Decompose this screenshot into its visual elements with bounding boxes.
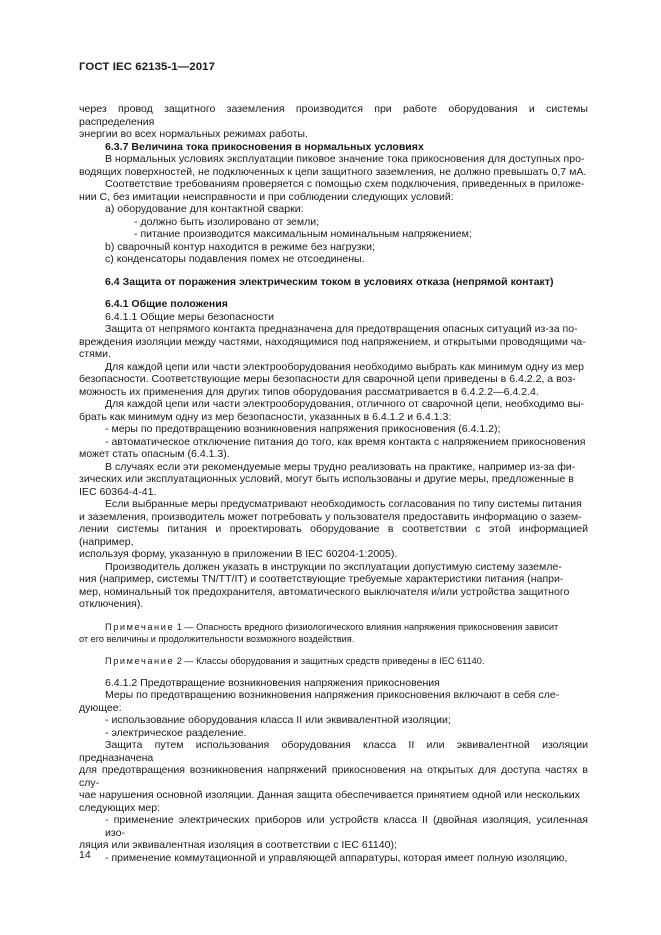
paragraph-line: Защита путем использования оборудования класса II или эквивалентной изоляции предназначена	[79, 739, 588, 764]
paragraph-line: ния (например, системы TN/TT/IT) и соответствующие требуемые характеристики питания (напри-	[79, 573, 564, 585]
paragraph-line: стями.	[79, 348, 111, 360]
paragraph-line: Защита от непрямого контакта предназначена для предотвращения опасных ситуаций из-за по-	[105, 323, 578, 335]
section-heading-6-3-7: 6.3.7 Величина тока прикосновения в нормальных условиях	[105, 140, 424, 153]
spacer	[79, 645, 588, 655]
paragraph-line: В случаях если эти рекомендуемые меры трудно реализовать на практике, например из-за фи-	[105, 460, 576, 473]
paragraph-line: нии C, без имитации неисправности и при соблюдении следующих условий:	[79, 190, 454, 203]
paragraph-line: используя форму, указанную в приложении B IEC 60204-1:2005).	[79, 548, 398, 560]
paragraph-line: ляция или эквивалентная изоляция в соответствии с IEC 61140);	[79, 839, 397, 851]
section-heading-6-4-1-1: 6.4.1.1 Общие меры безопасности	[105, 310, 274, 323]
paragraph-line: чае нарушения основной изоляции. Данная защита обеспечивается принятием одной или нескольких	[79, 789, 580, 801]
page-number: 14	[79, 849, 91, 861]
paragraph-line: мер, номинальный ток предохранителя, автоматического выключателя и/или устройства защитного	[79, 585, 570, 598]
section-heading-6-4: 6.4 Защита от поражения электрическим током в условиях отказа (непрямой контакт)	[105, 275, 554, 288]
paragraph-line: следующих мер:	[79, 801, 161, 814]
spacer	[79, 611, 588, 621]
paragraph-line: безопасности. Соответствующие меры безопасности для сварочной цепи приведены в 6.4.2.2, а воз-	[79, 373, 576, 385]
spacer	[79, 266, 588, 276]
note-label: Примечание	[105, 655, 175, 666]
section-heading-6-4-1: 6.4.1 Общие положения	[105, 298, 228, 310]
paragraph-line: отключения).	[79, 598, 144, 610]
list-item-a: a) оборудование для контактной сварки:	[105, 203, 304, 215]
paragraph-line: Для каждой цепи или части электрооборудования необходимо выбрать как минимум одну из мер	[105, 360, 585, 373]
note-text: 2 — Классы оборудования и защитных средств приведены в IEC 61140.	[174, 655, 485, 666]
list-item-b: b) сварочный контур находится в режиме без нагрузки;	[105, 240, 375, 253]
dash-item: - электрическое разделение.	[105, 726, 247, 739]
note-1	[79, 621, 588, 633]
paragraph-line: может стать опасным (6.4.1.3).	[79, 448, 230, 460]
document-header: ГОСТ IEC 62135-1—2017	[79, 61, 216, 73]
paragraph-line: брать как минимум одну из мер безопасности, указанных в 6.4.1.2 и 6.4.1.3:	[79, 410, 452, 423]
paragraph-line: Для каждой цепи или части электрооборудования, отличного от сварочной цепи, необходимо вы-	[105, 398, 585, 410]
section-heading-6-4-1-2: 6.4.1.2 Предотвращение возникновения напряжения прикосновения	[105, 676, 440, 689]
paragraph-line: вреждения изоляции между частями, находящимися под напряжением, и открытыми проводящими ча-	[79, 335, 586, 348]
document-body	[79, 103, 588, 864]
paragraph-line: энергии во всех нормальных режимах работы.	[79, 128, 308, 140]
note-text: 1 — Опасность вредного физиологического влияния напряжения прикосновения зависит	[174, 621, 559, 632]
paragraph-line: через провод защитного заземления производится при работе оборудования и системы распределения	[79, 103, 588, 128]
dash-item: - меры по предотвращению возникновения напряжения прикосновения (6.4.1.2);	[105, 423, 501, 435]
note-2	[79, 655, 588, 667]
paragraph-line: водящих поверхностей, не подключенных к цепи защитного заземления, не должно превышать 0,7 мА.	[79, 165, 587, 178]
paragraph-line: дующее:	[79, 701, 122, 714]
note-1-line-2: от его величины и продолжительности возможного воздействия.	[79, 633, 355, 644]
paragraph-line: В нормальных условиях эксплуатации пиковое значение тока прикосновения для доступных про-	[105, 153, 585, 165]
list-subitem: - питание производится максимальным номинальным напряжением;	[134, 228, 472, 240]
paragraph-line: лении системы питания и проектировать оборудование в соответствии с этой информацией (например,	[79, 523, 588, 548]
paragraph-line: IEC 60364-4-41.	[79, 485, 157, 498]
paragraph-line: зических или эксплуатационных условий, могут быть использованы и другие меры, предложенные в	[79, 473, 574, 485]
paragraph-line: и заземления, производитель может потребовать у пользователя предоставить информацию о зазем-	[79, 510, 582, 523]
paragraph-line: Соответствие требованиям проверяется с помощью схем подключения, приведенных в приложе-	[105, 178, 585, 190]
paragraph-line: для предотвращения возникновения напряжений прикосновения на открытых для доступа частях в слу-	[79, 764, 588, 789]
list-item-c: c) конденсаторы подавления помех не отсоединены.	[105, 253, 365, 265]
note-label: Примечание	[105, 621, 175, 632]
paragraph-line: Производитель должен указать в инструкции по эксплуатации допустимую систему заземле-	[105, 560, 562, 573]
dash-item: - автоматическое отключение питания до того, как время контакта с напряжением прикосновения	[105, 435, 586, 448]
paragraph-line: можность их применения для других типов оборудования рассматривается в 6.4.2.2—6.4.2.4.	[79, 385, 539, 398]
dash-item: - применение электрических приборов или устройств класса II (двойная изоляция, усиленная изо-	[105, 814, 588, 839]
paragraph-line: Если выбранные меры предусматривают необходимость согласования по типу системы питания	[105, 498, 582, 510]
list-subitem: - должно быть изолировано от земли;	[134, 215, 320, 228]
dash-item: - использование оборудования класса II или эквивалентной изоляции;	[105, 714, 451, 726]
spacer	[79, 288, 588, 298]
paragraph-line: Меры по предотвращению возникновения напряжения прикосновения включают в себя сле-	[105, 689, 560, 701]
spacer	[79, 667, 588, 677]
dash-item: - применение коммутационной и управляющей аппаратуры, которая имеет полную изоляцию,	[105, 851, 568, 864]
